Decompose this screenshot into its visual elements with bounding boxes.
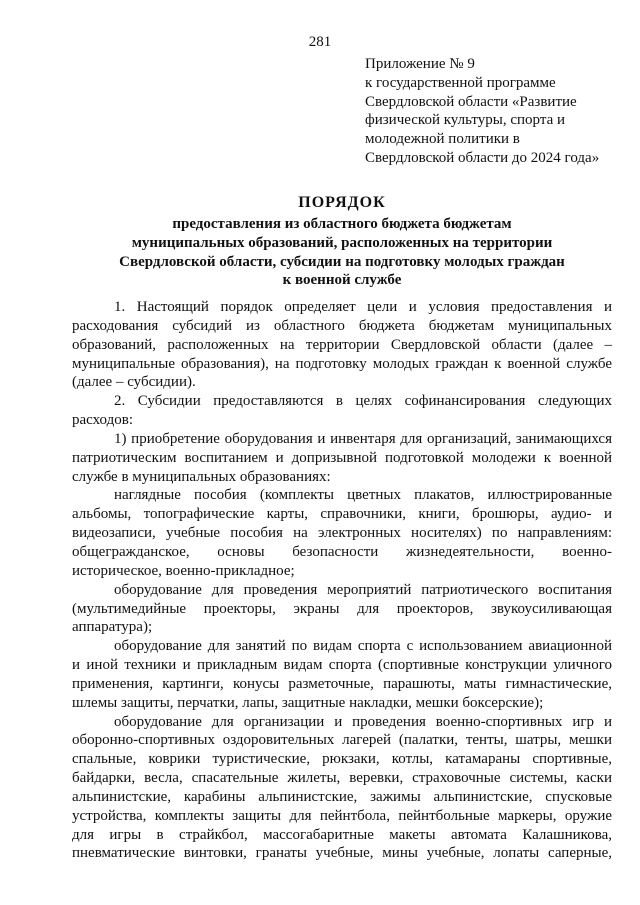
body-line: для игры в страйкбол, массогабаритные макеты автомата Калашникова, bbox=[72, 826, 612, 843]
body-line: оборудование для занятий по видам спорта с использованием авиационной bbox=[114, 638, 612, 655]
subtitle-line: к военной службе bbox=[282, 272, 402, 289]
appendix-line: Свердловской области «Развитие bbox=[365, 93, 577, 110]
subtitle-line: муниципальных образований, расположенных на территории bbox=[131, 234, 553, 251]
body-text bbox=[72, 298, 612, 863]
page-number: 281 bbox=[308, 34, 332, 50]
body-line: образований, расположенных на территории Свердловской области (далее – bbox=[72, 336, 612, 353]
subtitle-line: Свердловской области, субсидии на подготовку молодых граждан bbox=[119, 253, 565, 270]
body-line: альбомы, топографические карты, справочники, книги, брошюры, аудио- и bbox=[72, 506, 612, 523]
body-line: муниципальные образования), на подготовку молодых граждан к военной службе bbox=[72, 355, 612, 372]
body-line: оборонно-спортивных оздоровительных лагерей (палатки, тенты, шатры, мешки bbox=[72, 732, 612, 749]
appendix-line: Свердловской области до 2024 года» bbox=[365, 149, 600, 166]
body-line: шлемы защиты, перчатки, лапы, защитные накладки, мешки боксерские); bbox=[72, 694, 544, 711]
body-line: оборудование для проведения мероприятий патриотического воспитания bbox=[114, 581, 612, 598]
body-line: расходования субсидий из областного бюджета бюджетам муниципальных bbox=[72, 317, 612, 334]
body-line: устройства, комплекты защиты для пейнтбола, пейнтбольные маркеры, оружие bbox=[72, 807, 612, 824]
subtitle-line: предоставления из областного бюджета бюджетам bbox=[172, 216, 512, 232]
appendix-line: молодежной политики в bbox=[365, 131, 520, 148]
document-title: ПОРЯДОК bbox=[298, 194, 386, 211]
document-subtitle bbox=[72, 215, 612, 290]
body-line: видеозаписи, учебные пособия на электронных носителях) по направлениям: bbox=[72, 525, 612, 542]
title-block bbox=[72, 193, 612, 290]
appendix-line: Приложение № 9 bbox=[365, 56, 475, 72]
body-line: пневматические винтовки, гранаты учебные, мины учебные, лопаты саперные, bbox=[72, 845, 612, 862]
appendix-header bbox=[365, 55, 625, 168]
body-line: спальные, коврики туристические, рюкзаки, котлы, катамараны спортивные, bbox=[72, 751, 612, 768]
body-line: оборудование для организации и проведения военно-спортивных игр и bbox=[114, 713, 612, 730]
appendix-line: к государственной программе bbox=[365, 74, 556, 91]
body-line: 1. Настоящий порядок определяет цели и условия предоставления и bbox=[114, 299, 612, 315]
body-line: общегражданское, основы безопасности жизнедеятельности, военно- bbox=[72, 543, 612, 560]
body-line: байдарки, весла, спасательные жилеты, веревки, страховочные системы, каски bbox=[72, 770, 612, 787]
body-line: наглядные пособия (комплекты цветных плакатов, иллюстрированные bbox=[114, 487, 612, 504]
body-line: (далее – субсидии). bbox=[72, 374, 196, 391]
body-line: аппаратура); bbox=[72, 619, 153, 636]
body-line: расходов: bbox=[72, 412, 133, 429]
body-line: патриотическим воспитанием и допризывной подготовкой молодежи к военной bbox=[72, 449, 612, 466]
body-line: применения, картинги, конусы разметочные, парашюты, маты гимнастические, bbox=[72, 675, 612, 692]
body-line: альпинистские, карабины альпинистские, зажимы альпинистские, спусковые bbox=[72, 788, 612, 805]
body-line: службе в муниципальных образованиях: bbox=[72, 468, 331, 485]
appendix-line: физической культуры, спорта и bbox=[365, 112, 566, 129]
body-line: 1) приобретение оборудования и инвентаря для организаций, занимающихся bbox=[114, 430, 612, 447]
body-line: и иной техники и прикладным видам спорта (спортивные конструкции уличного bbox=[72, 657, 612, 674]
body-line: (мультимедийные проекторы, экраны для проекторов, звукоусиливающая bbox=[72, 600, 612, 617]
body-line: историческое, военно-прикладное; bbox=[72, 562, 295, 579]
body-line: 2. Субсидии предоставляются в целях софинансирования следующих bbox=[114, 393, 612, 410]
